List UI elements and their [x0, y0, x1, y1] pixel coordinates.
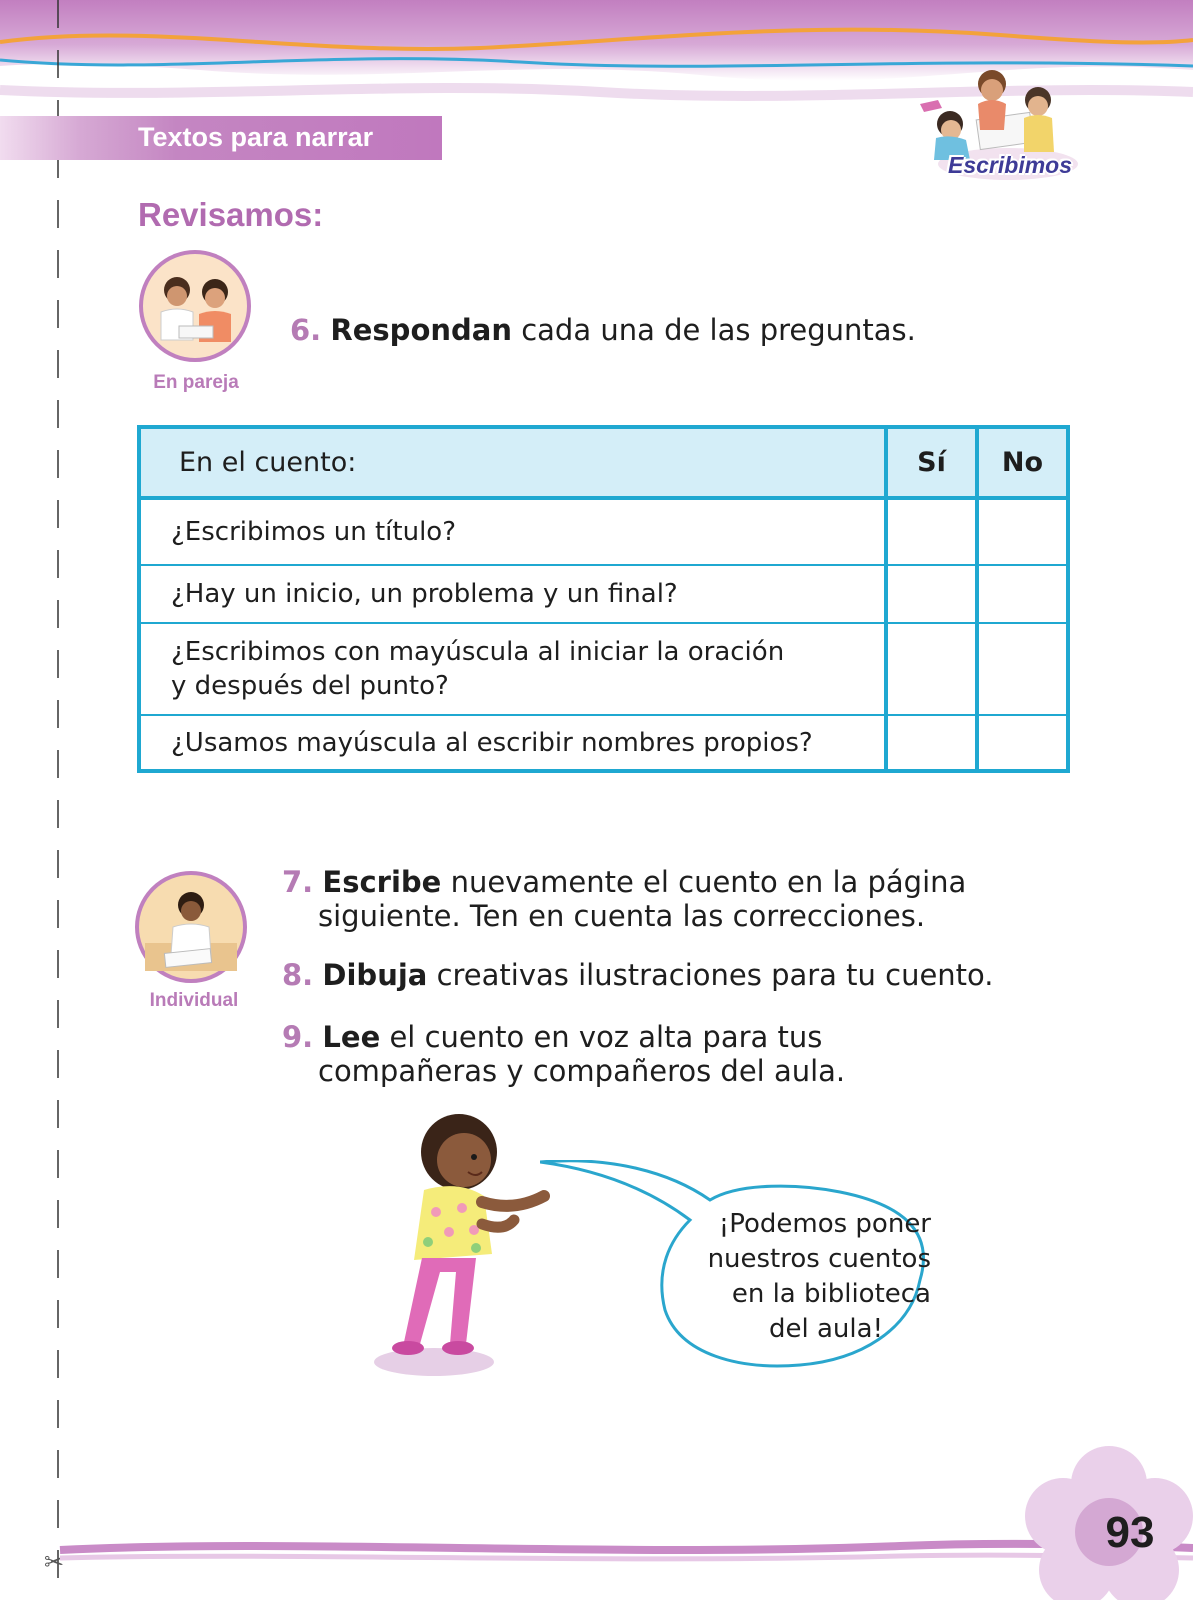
column-header-no: No [1001, 447, 1044, 478]
table-header-row [141, 429, 1066, 498]
activity-label: Escribimos [948, 152, 1072, 178]
no-checkbox-cell[interactable] [977, 498, 1066, 565]
pair-work-icon [139, 250, 251, 362]
yes-checkbox-cell[interactable] [886, 498, 977, 565]
question-text: nuevamente el cuento en la página [450, 865, 967, 899]
speech-line: nuestros cuentos [707, 1244, 931, 1274]
yes-checkbox-cell[interactable] [886, 565, 977, 623]
question-number: 7. [282, 865, 314, 899]
speech-line: del aula! [769, 1314, 883, 1344]
no-checkbox-cell[interactable] [977, 715, 1066, 769]
row-question [141, 498, 886, 565]
row-question-text: ¿Hay un inicio, un problema y un final? [171, 579, 678, 609]
question-verb: Escribe [322, 865, 442, 899]
row-question [141, 565, 886, 623]
question-number: 9. [282, 1020, 314, 1054]
table-row [141, 623, 1066, 715]
column-header-yes: Sí [886, 429, 977, 498]
bottom-wave-band [0, 1528, 1193, 1568]
question-number: 6. [290, 313, 322, 347]
question-number: 8. [282, 958, 314, 992]
question-text: el cuento en voz alta para tus [389, 1020, 823, 1054]
question-6 [290, 313, 1150, 347]
page-number: 93 [1105, 1508, 1155, 1557]
question-8 [282, 958, 1162, 992]
question-verb: Dibuja [322, 958, 428, 992]
table-row [141, 715, 1066, 769]
question-text-continued: siguiente. Ten en cuenta las correcciones. [318, 899, 926, 933]
speech-line: ¡Podemos poner [718, 1209, 931, 1239]
yes-checkbox-cell[interactable] [886, 715, 977, 769]
pair-work-label: En pareja [153, 372, 239, 393]
individual-work-label: Individual [149, 990, 239, 1011]
column-header-question: En el cuento: [141, 429, 886, 498]
row-question-text: ¿Escribimos con mayúscula al iniciar la oración [171, 637, 785, 667]
row-question-text-continued: y después del punto? [171, 671, 449, 701]
review-checklist-table [137, 425, 1070, 773]
question-text-continued: compañeras y compañeros del aula. [318, 1054, 846, 1088]
scissors-icon: ✂ [44, 1548, 65, 1576]
no-checkbox-cell[interactable] [977, 623, 1066, 715]
row-question-text: ¿Escribimos un título? [171, 517, 456, 547]
cut-line [56, 0, 60, 1600]
speech-line: en la biblioteca [731, 1279, 931, 1309]
individual-work-icon [135, 871, 247, 983]
speech-bubble-text [676, 1207, 931, 1347]
question-text: cada una de las preguntas. [521, 313, 916, 347]
section-heading: Revisamos: [138, 196, 324, 233]
section-tab [0, 116, 442, 160]
table-row [141, 498, 1066, 565]
table-row [141, 565, 1066, 623]
row-question-text: ¿Usamos mayúscula al escribir nombres propios? [171, 727, 813, 758]
question-verb: Respondan [330, 313, 512, 347]
yes-checkbox-cell[interactable] [886, 623, 977, 715]
row-question [141, 715, 886, 769]
section-title: Textos para narrar [138, 122, 374, 152]
row-question [141, 623, 886, 715]
question-verb: Lee [322, 1020, 381, 1054]
question-9 [282, 1020, 1162, 1088]
question-7 [282, 865, 1162, 933]
question-text: creativas ilustraciones para tu cuento. [436, 958, 994, 992]
no-checkbox-cell[interactable] [977, 565, 1066, 623]
